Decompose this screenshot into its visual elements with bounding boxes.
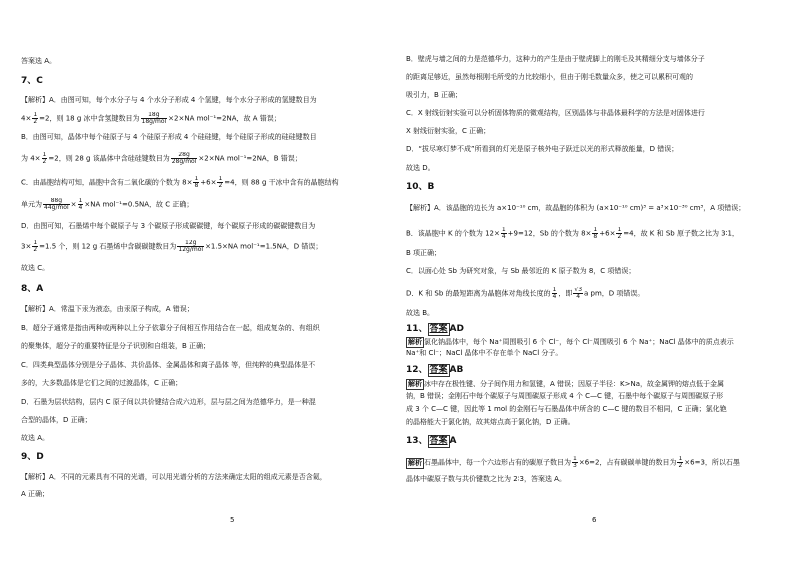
fraction: $\frac{1}{2}$ [678, 456, 683, 469]
text-line: 吸引力，B 正确； [406, 91, 463, 99]
fraction: $\frac{1}{2}$ [218, 176, 223, 189]
text-line: 故选 D。 [406, 164, 435, 172]
text-line: D．由图可知，石墨烯中每个碳原子与 3 个碳原子形成碳碳键，每个碳原子形成的碳碳键数目为 [21, 222, 316, 230]
question-13-header: 13、 答案 A [406, 436, 457, 446]
page-number: 5 [230, 516, 235, 524]
left-page [21, 0, 378, 561]
text-line: 晶体中碳原子数与共价键数之比为 2∶3，答案选 A。 [406, 475, 566, 483]
fraction: $\frac{1}{2}$ [617, 227, 622, 240]
text-line: 解析 冰中存在极性键、分子间作用力和氢键，A 错误；因原子半径：K>Na，故金属钾的熔点低于金属 [408, 380, 724, 388]
analysis-tag: 解析 [408, 458, 422, 467]
answer-tag: 答案 [429, 324, 448, 334]
text-line-with-fraction: 单元为 $\frac{88g}{\text{44g/mol}}$ × $\frac{1}{4}$ ×NA mol⁻¹=0.5NA，故 C 正确； [21, 198, 194, 211]
fraction: $\frac{√3}{4}$ [574, 287, 583, 300]
text-line-with-fraction: D．K 和 Sb 的最短距离为晶胞体对角线长度的 $\frac{1}{4}$ ，即 $\frac{√3}{4}$ a pm，D 项错误。 [406, 287, 645, 300]
text-line: 【解析】A．该晶胞的边长为 a×10⁻¹⁰ cm，故晶胞的体积为 (a×10⁻¹⁰ cm)³ = a³×10⁻³⁰ cm³，A 项错误； [406, 204, 746, 212]
question-11-header: 11、 答案 AD [406, 324, 464, 334]
fraction: $\frac{1}{4}$ [501, 227, 506, 240]
fraction: $\frac{1}{4}$ [552, 287, 557, 300]
fraction: $\frac{1}{2}$ [42, 152, 47, 165]
text-line: 故选 B。 [406, 309, 435, 317]
analysis-tag: 解析 [408, 380, 422, 388]
text-line: 答案选 A。 [21, 57, 57, 65]
text-line: D．石墨为层状结构，层内 C 原子间以共价键结合成六边形，层与层之间为范德华力，是一种混 [21, 398, 316, 406]
answer-tag: 答案 [429, 436, 448, 446]
text-line: 解析 氯化钠晶体中，每个 Na⁺周围吸引 6 个 Cl⁻，每个 Cl⁻周围吸引 6 个 Na⁺；NaCl 晶体中的质点表示 [408, 338, 734, 346]
text-line: 故选 A。 [21, 434, 50, 442]
text-line: 钠，B 错误；金刚石中每个碳原子与周围碳原子形成 4 个 C—C 键，石墨中每个碳原子与周围碳原子形 [406, 392, 724, 400]
text-line: B．壁虎与墙之间的力是范德华力，这种力的产生是由于壁虎脚上的刚毛及其精细分支与墙体分子 [406, 55, 705, 63]
text-line: B．超分子通常是指由两种或两种以上分子依靠分子间相互作用结合在一起，组成复杂的、有组织 [21, 324, 320, 332]
text-line: B 项正确； [406, 249, 442, 257]
right-page [406, 0, 763, 561]
fraction: $\frac{18g}{\text{18g/mol}}$ [141, 112, 167, 125]
text-line: 的距离足够近，虽然每根刚毛所受的力比较细小，但由于刚毛数量众多，使之可以累积可观的 [406, 73, 693, 81]
fraction: $\frac{1}{2}$ [33, 112, 38, 125]
fraction: $\frac{28g}{\text{28g/mol}}$ [171, 152, 197, 165]
text-line-with-fraction: 解析 石墨晶体中，每一个六边形占有的碳原子数目为 $\frac{1}{3}$ ×6=2，占有碳碳单键的数目为 $\frac{1}{2}$ ×6=3，所以石墨 [408, 456, 740, 469]
text-line-with-fraction: C．由晶胞结构可知，晶胞中含有二氧化碳的个数为 8× $\frac{1}{8}$ +6× $\frac{1}{2}$ =4，则 88 g 干冰中含有的晶胞结构 [21, 176, 339, 189]
fraction: $\frac{1}{2}$ [33, 240, 38, 253]
analysis-tag: 解析 [408, 338, 422, 346]
text-line: D．“拔尽寒灯梦不成”所看到的灯光是原子核外电子跃迁以光的形式释放能量，D 错误； [406, 145, 679, 153]
text-line: C．以面心处 Sb 为研究对象，与 Sb 最邻近的 K 原子数为 8，C 项错误； [406, 267, 636, 275]
fraction: $\frac{88g}{\text{44g/mol}}$ [44, 198, 69, 211]
text-line: 多的，大多数晶体是它们之间的过渡晶体，C 正确； [21, 379, 183, 387]
answer-tag: 答案 [429, 365, 448, 375]
text-line: B．由图可知，晶体中每个硅原子与 4 个硅原子形成 4 个硅硅键，每个硅原子形成的硅硅键数目 [21, 133, 317, 141]
text-line: 成 3 个 C—C 键，因此等 1 mol 的金刚石与石墨晶体中所含的 C—C 键的数目不相同，C 正确；氯化铯 [406, 405, 727, 413]
text-line: X 射线衍射实验，C 正确； [406, 127, 491, 135]
text-line: C．X 射线衍射实验可以分析固体物质的微观结构，区别晶体与非晶体最科学的方法是对固体进行 [406, 109, 705, 117]
text-line-with-fraction: 为 4× $\frac{1}{2}$ =2，则 28 g 该晶体中含硅硅键数目为 $\frac{28g}{\text{28g/mol}}$ ×2×NA mol⁻¹=2NA，B 错误； [21, 152, 302, 165]
text-line: 的晶格能大于氯化钠，故其熔点高于氯化钠，D 正确。 [406, 418, 575, 426]
question-7-header: 7、C [21, 76, 43, 86]
fraction: $\frac{1}{8}$ [593, 227, 598, 240]
question-10-header: 10、B [406, 182, 435, 192]
page-number: 6 [592, 516, 597, 524]
text-line-with-fraction: 4× $\frac{1}{2}$ =2，则 18 g 冰中含氢键数目为 $\frac{18g}{\text{18g/mol}}$ ×2×NA mol⁻¹=2NA，故 A 错误； [21, 112, 281, 125]
text-line: A 正确； [21, 490, 50, 498]
text-line: 的聚集体，超分子的重要特征是分子识别和自组装，B 正确； [21, 342, 211, 350]
fraction: $\frac{1}{8}$ [194, 176, 199, 189]
text-line: C．四类典型晶体分别是分子晶体、共价晶体、金属晶体和离子晶体 等，但纯粹的典型晶体是不 [21, 361, 316, 369]
text-line: 【解析】A．常温下汞为液态，由汞原子构成，A 错误； [21, 305, 194, 313]
fraction: $\frac{12g}{\text{12g/mol}}$ [178, 240, 204, 253]
text-line: 【解析】A．不同的元素具有不同的光谱，可以用光谱分析的方法来确定太阳的组成元素是否含氦， [21, 473, 327, 481]
text-line: 【解析】A．由图可知，每个水分子与 4 个水分子形成 4 个氢键，每个水分子形成的氢键数目为 [21, 96, 317, 104]
text-line: Na⁺和 Cl⁻；NaCl 晶体中不存在单个 NaCl 分子。 [406, 349, 563, 357]
text-line-with-fraction: 3× $\frac{1}{2}$ =1.5 个，则 12 g 石墨烯中含碳碳键数目为 $\frac{12g}{\text{12g/mol}}$ ×1.5×NA mol⁻¹=1.5NA，D 错误； [21, 240, 323, 253]
text-line: 合型的晶体，D 正确； [21, 416, 92, 424]
fraction: $\frac{1}{3}$ [573, 456, 577, 469]
question-9-header: 9、D [21, 452, 44, 462]
fraction: $\frac{1}{4}$ [78, 198, 83, 211]
question-8-header: 8、A [21, 284, 44, 294]
question-12-header: 12、 答案 AB [406, 365, 464, 375]
text-line-with-fraction: B．该晶胞中 K 的个数为 12× $\frac{1}{4}$ +9=12，Sb 的个数为 8× $\frac{1}{8}$ +6× $\frac{1}{2}$ =4，故 K 和 Sb 原子数之比为 3∶1， [406, 227, 739, 240]
text-line: 故选 C。 [21, 264, 50, 272]
